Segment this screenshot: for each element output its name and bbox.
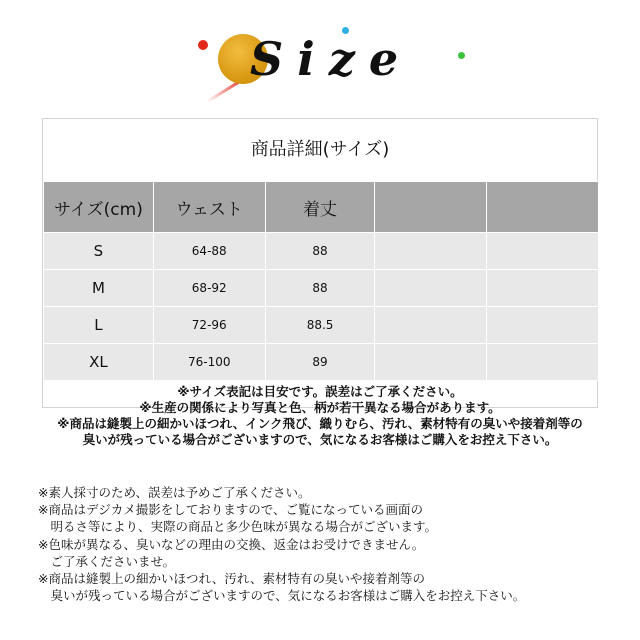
- cell-size: L: [44, 307, 154, 344]
- remarks-block: [38, 484, 608, 604]
- table-note-4: 臭いが残っている場合がございますので、気になるお客様はご購入をお控え下さい。: [82, 432, 558, 447]
- cell-waist: 68-92: [153, 270, 265, 307]
- cell-empty: [487, 233, 599, 270]
- remark-line: ご了承くださいませ。: [38, 553, 176, 569]
- cell-length: 88: [265, 233, 375, 270]
- remark-line: 明るさ等により、実際の商品と多少色味が異なる場合がございます。: [38, 519, 438, 535]
- table-row: [44, 344, 599, 381]
- cell-waist: 76-100: [153, 344, 265, 381]
- red-dot-icon: [198, 40, 208, 50]
- cell-waist: 64-88: [153, 233, 265, 270]
- cell-length: 88: [265, 270, 375, 307]
- cell-empty: [487, 307, 599, 344]
- remark-line: ※色味が異なる、臭いなどの理由の交換、返金はお受けできません。: [38, 536, 425, 552]
- remark-line: ※商品はデジカメ撮影をしておりますので、ご覧になっている画面の: [38, 502, 423, 518]
- remark-line: 臭いが残っている場合がございますので、気になるお客様はご購入をお控え下さい。: [38, 588, 526, 604]
- remark-line: ※素人採寸のため、誤差は予めご了承ください。: [38, 485, 311, 500]
- cell-empty: [375, 307, 487, 344]
- cell-size: S: [44, 233, 154, 270]
- header-empty-2: [487, 182, 599, 233]
- header-empty-1: [375, 182, 487, 233]
- table-row: [44, 233, 599, 270]
- table-title: 商品詳細(サイズ): [250, 139, 390, 160]
- cell-size: M: [44, 270, 154, 307]
- cell-empty: [375, 233, 487, 270]
- table-header-row: [44, 182, 599, 233]
- size-chart-panel: [42, 118, 598, 447]
- header-size: サイズ(cm): [44, 182, 154, 233]
- header-length: 着丈: [265, 182, 375, 233]
- remark-line: ※商品は縫製上の細かいほつれ、汚れ、素材特有の臭いや接着剤等の: [38, 571, 425, 587]
- cell-waist: 72-96: [153, 307, 265, 344]
- cell-length: 89: [265, 344, 375, 381]
- green-dot-icon: [458, 52, 465, 59]
- cell-length: 88.5: [265, 307, 375, 344]
- table-note-3: ※商品は縫製上の細かいほつれ、インク飛び、織りむら、汚れ、素材特有の臭いや接着剤等の: [57, 416, 583, 431]
- table-note-1: ※サイズ表記は目安です。誤差はご了承ください。: [177, 384, 463, 399]
- cell-empty: [375, 344, 487, 381]
- header-waist: ウェスト: [153, 182, 265, 233]
- cell-size: XL: [44, 344, 154, 381]
- logo-word: Size: [250, 32, 413, 86]
- cell-empty: [375, 270, 487, 307]
- cell-empty: [487, 344, 599, 381]
- table-note-2: ※生産の関係により写真と色、柄が若干異なる場合があります。: [139, 400, 501, 415]
- size-table: [43, 181, 599, 381]
- cell-empty: [487, 270, 599, 307]
- size-logo: [190, 22, 470, 102]
- table-row: [44, 270, 599, 307]
- table-row: [44, 307, 599, 344]
